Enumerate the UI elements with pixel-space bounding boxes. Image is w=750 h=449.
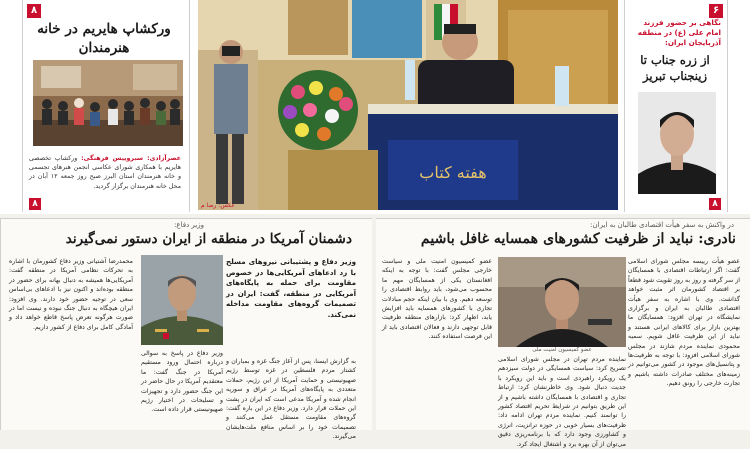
banner-calligraphy: هفته کتاب: [419, 163, 487, 182]
top-band: [0, 0, 750, 214]
article-column: عضو هیأت رییسه مجلس شورای اسلامی گفت: اگر ارتباطات اقتصادی با همسایگان از سر گرفته و روز به روز تقویت شود قطعاً بر اقتصاد کشورمان اثر مثبت خواهد گذاشت. وی با اشاره به سفر هیأت اقتصادی طالبان به ایران و برگزاری نمایشگاه در تهران افزود: همسایگان ما بهترین بازار برای کالاهای ایرانی هستند و نباید از این ظرفیت غافل شویم. سمیه محمودی نماینده مردم شازند در مجلس شورای اسلامی افزود: با توجه به ظرفیت‌ها و پتانسیل‌های موجود در کشور می‌توانیم در زمینه‌های مختلف صادرات داشته باشیم و تجارت خارجی را رونق دهیم.: [628, 258, 740, 388]
article-headline[interactable]: دشمنان آمریکا در منطقه از ایران دستور نمی‌گیرند: [65, 231, 352, 247]
minister-photo-image: [141, 255, 223, 345]
article-kicker: وزیر دفاع:: [174, 221, 204, 229]
workshop-photo-image: [33, 60, 183, 146]
author-portrait[interactable]: [638, 92, 716, 194]
article-column: به گزارش ایسنا، پس از آغاز جنگ غزه و بمباران و کشتار مردم فلسطین در غزه توسط رژیم صهیونیستی و حمایت آمریکا از این رژیم، حملات متعددی به پایگاه‌های آمریکا در عراق و سوریه انجام شده و آمریکا مدعی است که ایران در پشت این حملات قرار دارد. وزیر دفاع در این باره گفت: گروه‌های مقاومت مستقل عمل می‌کنند و تصمیمات خود را بر اساس منافع ملت‌هایشان می‌گیرند.: [226, 358, 356, 441]
portrait-image: [638, 92, 716, 194]
caption-lead: عصرآزادی: سبروییس فرهنگی:: [81, 155, 181, 162]
story-title[interactable]: از زره جناب تا زینجناب تبریز: [640, 53, 710, 83]
workshop-photo[interactable]: [33, 60, 183, 146]
left-story-card[interactable]: [22, 0, 190, 212]
article-lead: وزیر دفاع و پشتیبانی نیروهای مسلح با رد ادعاهای آمریکایی‌ها در خصوص مقاومت برای حمله به پایگاه‌های آمریکایی در منطقه، گفت: ایران در تصمیمات گروه‌های مقاومت مداخله نمی‌کند.: [226, 257, 356, 319]
story-title[interactable]: ورکشاپ هایریم در خانه هنرمندان: [37, 21, 171, 56]
photo-caption: عضو کمیسیون امنیت ملی: [532, 347, 592, 353]
naderi-photo[interactable]: [498, 257, 626, 347]
article-naderi[interactable]: [376, 218, 750, 448]
main-photo-image: [198, 0, 618, 210]
minister-photo[interactable]: [141, 255, 223, 345]
article-column: عضو کمیسیون امنیت ملی و سیاست خارجی مجلس گفت: با توجه به اینکه افغانستان یکی از همسایگان مهم ما محسوب می‌شود، باید روابط اقتصادی را توسعه دهیم. وی با بیان اینکه حجم مبادلات تجاری با کشورهای همسایه باید افزایش یابد، اظهار کرد: بازارهای منطقه ظرفیت قابل توجهی دارند و فعالان اقتصادی باید از این فرصت استفاده کنند.: [382, 258, 492, 341]
photo-credit: عکس: رضا م: [201, 202, 235, 209]
article-headline[interactable]: نادری: نباید از ظرفیت کشورهای همسایه غافل باشیم: [420, 231, 736, 247]
naderi-photo-image: [498, 257, 626, 347]
article-column: نماینده مردم تهران در مجلس شورای اسلامی تصریح کرد: سیاست همسایگی در دولت سیزدهم یک رویکرد راهبردی است و باید این رویکرد با جدیت دنبال شود. وی خاطرنشان کرد: ارتباط تجاری و اقتصادی با همسایگان داشته باشیم و از این طریق بتوانیم در شرایط تحریم اقتصاد کشور را توانمند کنیم. نماینده مردم تهران ادامه داد: ظرفیت‌های بسیار خوبی در حوزه ترانزیت، انرژی و کشاورزی وجود دارد که با برنامه‌ریزی دقیق می‌توان از آن بهره برد و اشتغال ایجاد کرد.: [498, 356, 626, 448]
article-kicker: در واکنش به سفر هیأت اقتصادی طالبان به ایران:: [590, 221, 734, 229]
page-badge: ۶: [709, 4, 723, 18]
story-caption: [29, 154, 181, 191]
right-story-card[interactable]: [624, 0, 728, 212]
caption-body: ورکشاپ تخصصی هایریم با همکاری شورای عکاسی انجمن هنرهای تجسمی و خانه هنرمندان استان البرز صبح روز جمعه ۱۲ آبان در محل خانه هنرمندان برگزار گردید.: [29, 155, 181, 190]
continue-badge: ۸: [709, 198, 721, 210]
article-defense-minister[interactable]: [0, 218, 372, 441]
page-badge: ۸: [27, 4, 41, 18]
article-column: وزیر دفاع در پاسخ به سوالی درباره احتمال ورود مستقیم آمریکا در جنگ گفت: ما معتقدیم آمریکا در حال حاضر در این جنگ حضور دارد و تجهیزات و تسلیحات در اختیار رژیم صهیونیستی قرار داده است.: [141, 350, 223, 414]
continue-badge: ۸: [29, 198, 41, 210]
story-kicker: نگاهی بر حضور فرزند امام علی (ع) در منطقه آذربایجان ایران:: [637, 18, 721, 47]
main-event-photo[interactable]: [198, 0, 618, 210]
article-column: محمدرضا آشتیانی وزیر دفاع کشورمان با اشاره به تحرکات نظامی آمریکا در منطقه گفت: آمریکایی‌ها همیشه به دنبال بهانه برای حضور در منطقه بوده‌اند و اکنون نیز با ادعاهای بی‌اساس سعی در توجیه حضور خود دارند. وی افزود: ایران هیچگاه به دنبال جنگ نبوده و نیست اما در صورت هرگونه تعرض پاسخ قاطع خواهد داد و آمادگی کامل برای دفاع از کشور داریم.: [9, 258, 133, 331]
